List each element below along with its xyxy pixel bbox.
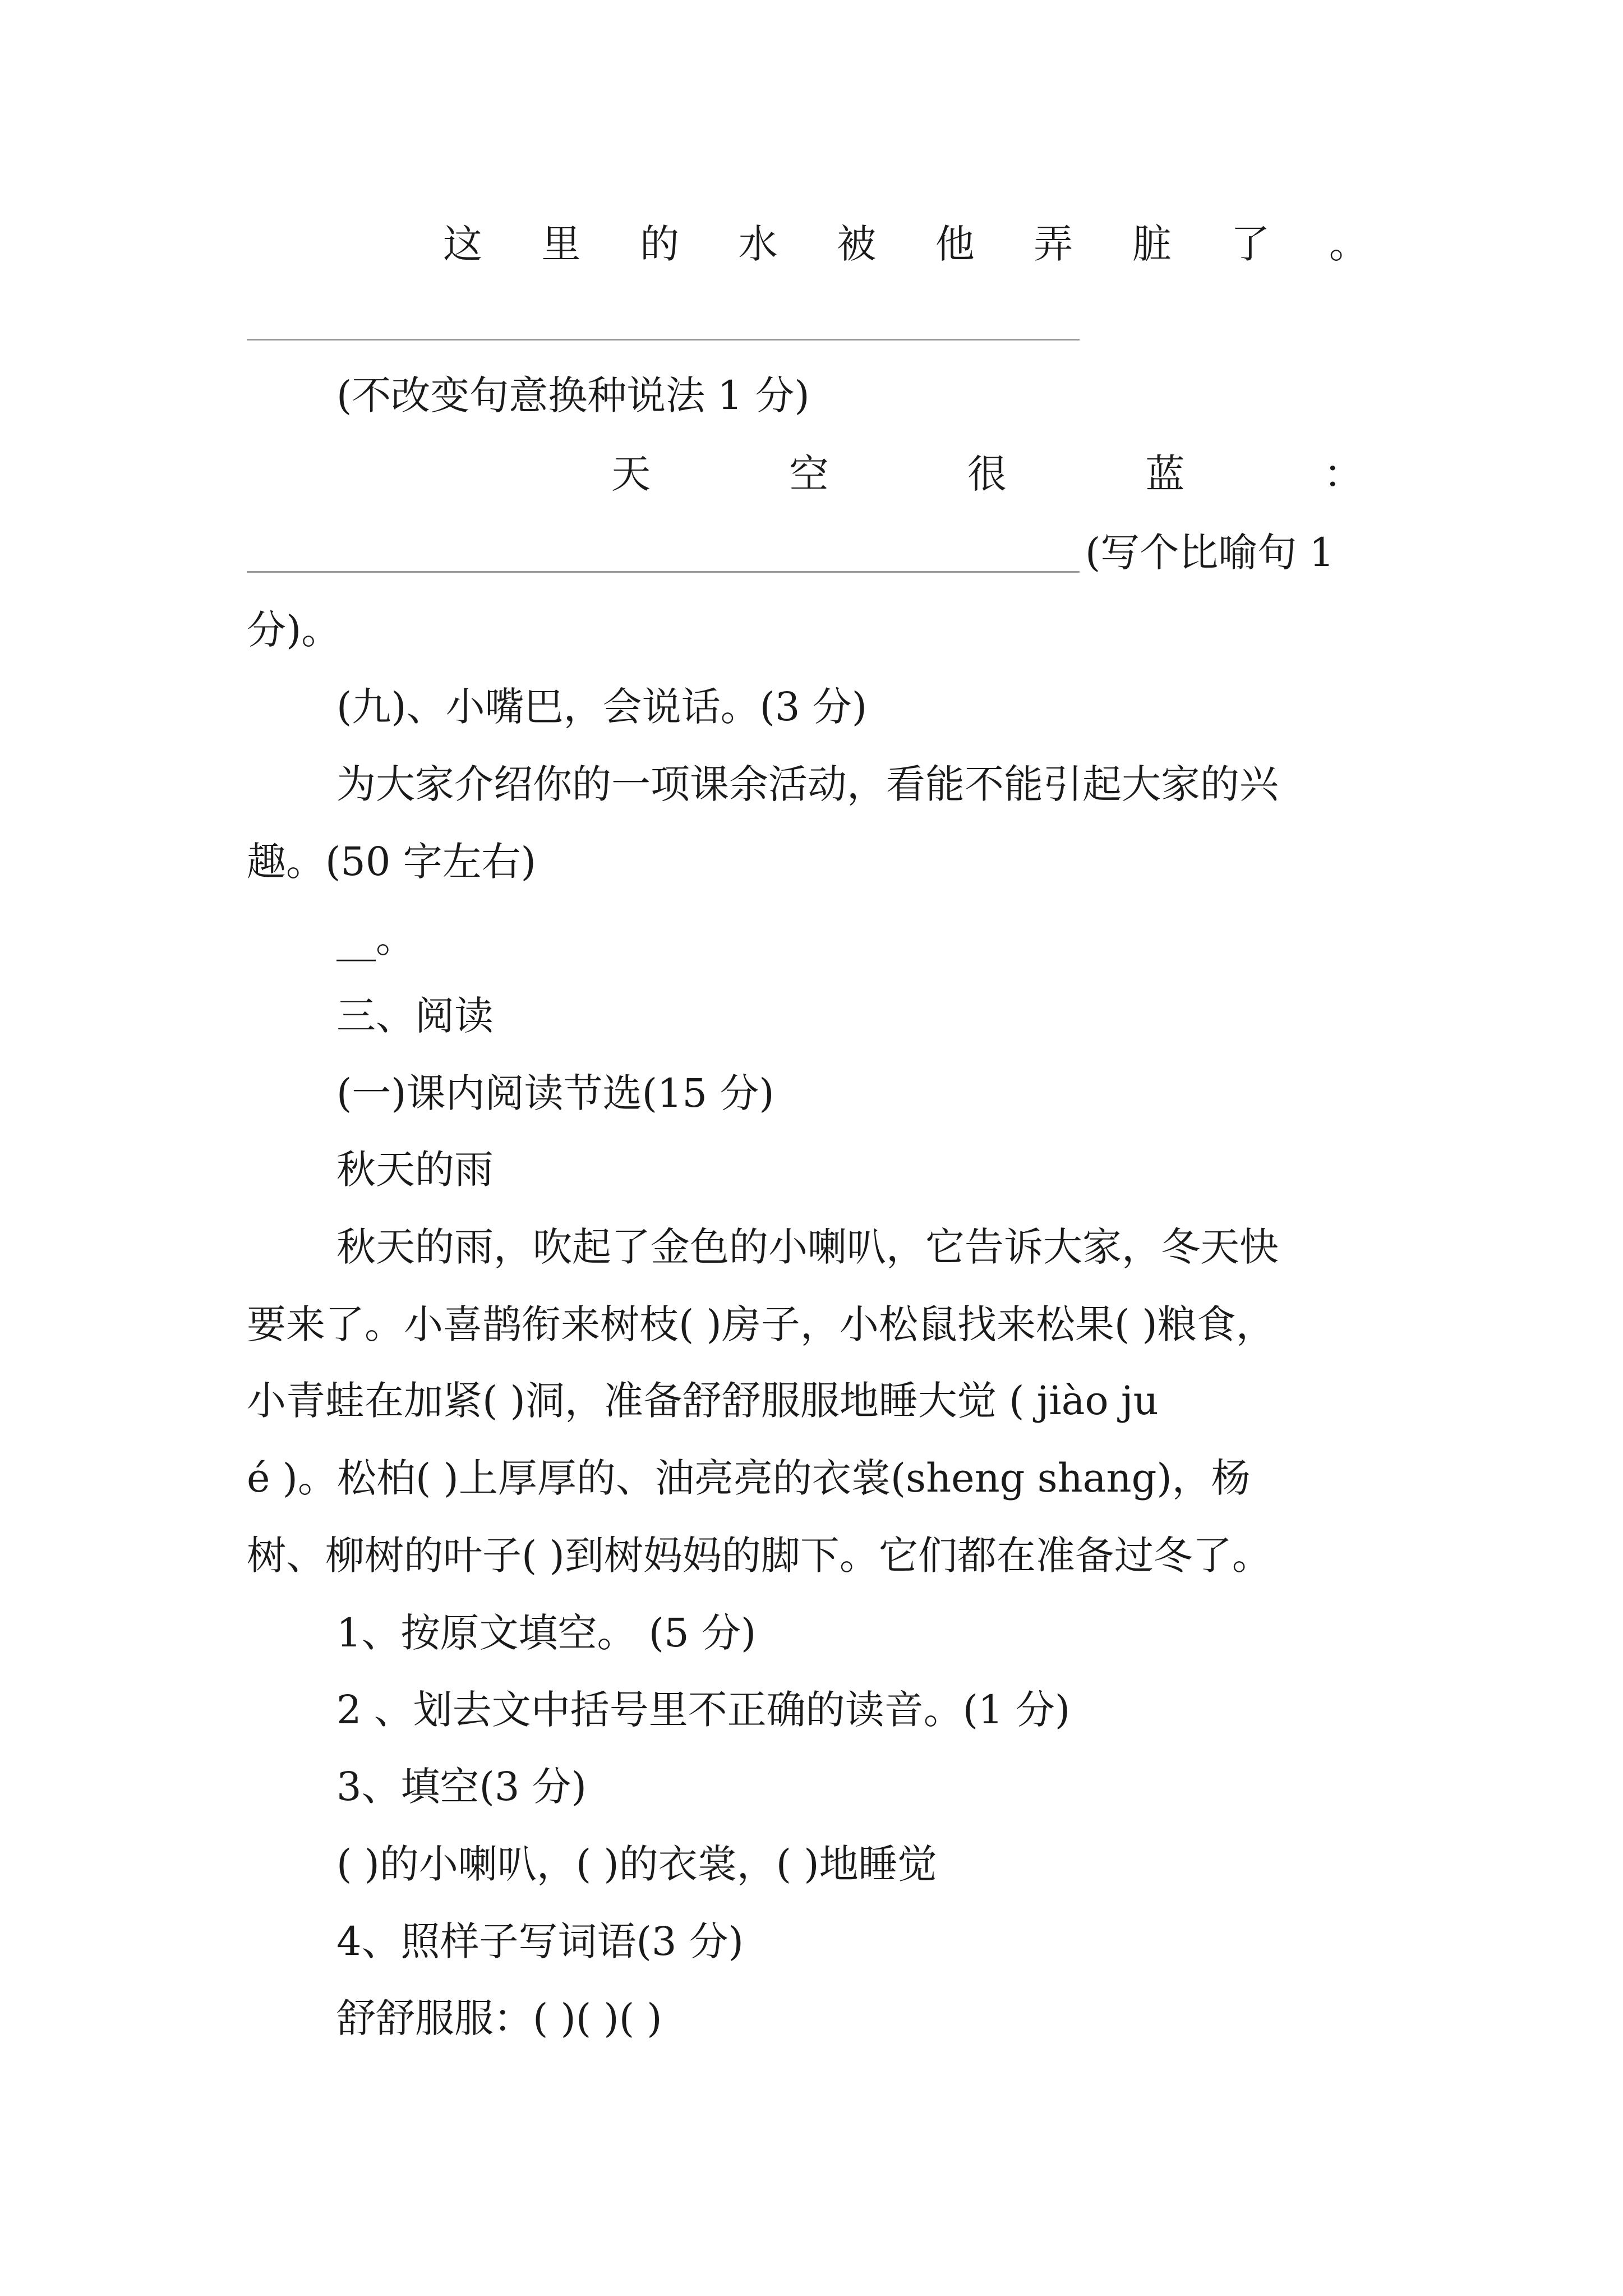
answer-blank-1[interactable] — [247, 339, 1080, 341]
question-1: 1、按原文填空。 (5 分) — [336, 1610, 757, 1656]
note-1: (不改变句意换种说法 1 分) — [336, 372, 810, 418]
sentence-1-char: 这 — [443, 221, 482, 267]
section-9-prompt-line-1: 为大家介绍你的一项课余活动，看能不能引起大家的兴 — [336, 761, 1279, 807]
question-2: 2 、划去文中括号里不正确的读音。(1 分) — [336, 1687, 1071, 1733]
sentence-1-char: 被 — [837, 221, 877, 267]
sentence-2-char: 蓝 — [1145, 451, 1185, 497]
passage-line: 秋天的雨，吹起了金色的小喇叭，它告诉大家，冬天快 — [336, 1224, 1279, 1270]
passage-line: 小青蛙在加紧( )洞，准备舒舒服服地睡大觉 ( jiào ju — [247, 1378, 1159, 1424]
sentence-1-char: 。 — [1329, 221, 1368, 267]
reading-title: 三、阅读 — [336, 993, 494, 1039]
sentence-1-char: 他 — [935, 221, 975, 267]
question-4: 4、照样子写词语(3 分) — [336, 1918, 744, 1964]
sentence-1-char: 里 — [541, 221, 581, 267]
question-3: 3、填空(3 分) — [336, 1764, 587, 1810]
section-9-title: (九)、小嘴巴，会说话。(3 分) — [336, 684, 868, 730]
reading-part-1-title: (一)课内阅读节选(15 分) — [336, 1070, 774, 1116]
sentence-1-char: 弄 — [1034, 221, 1073, 267]
answer-blank-2[interactable] — [247, 571, 1080, 573]
section-9-answer[interactable]: __。 — [336, 915, 415, 961]
passage-line: é )。松柏( )上厚厚的、油亮亮的衣裳(sheng shang)，杨 — [247, 1455, 1251, 1501]
passage-title: 秋天的雨 — [336, 1147, 494, 1193]
sentence-2-char: 天 — [611, 451, 651, 497]
question-4-blanks[interactable]: 舒舒服服：( )( )( ) — [336, 1995, 662, 2041]
section-9-prompt-line-2: 趣。(50 字左右) — [247, 839, 536, 885]
sentence-2 — [611, 449, 1363, 499]
note-2-tail: (写个比喻句 1 — [1085, 530, 1335, 576]
sentence-1-char: 脏 — [1132, 221, 1172, 267]
sentence-2-char: ： — [1324, 451, 1363, 497]
sentence-1-char: 的 — [640, 221, 680, 267]
sentence-1-char: 了 — [1230, 221, 1270, 267]
passage-line: 要来了。小喜鹊衔来树枝( )房子，小松鼠找来松果( )粮食， — [247, 1301, 1275, 1347]
note-2-wrap: 分)。 — [247, 607, 341, 653]
sentence-2-char: 空 — [789, 451, 829, 497]
sentence-2-char: 很 — [967, 451, 1007, 497]
passage-line: 树、柳树的叶子( )到树妈妈的脚下。它们都在准备过冬了。 — [247, 1533, 1271, 1579]
sentence-1 — [443, 219, 1368, 269]
sentence-1-char: 水 — [738, 221, 778, 267]
question-3-blanks[interactable]: ( )的小喇叭，( )的衣裳，( )地睡觉 — [336, 1841, 937, 1887]
